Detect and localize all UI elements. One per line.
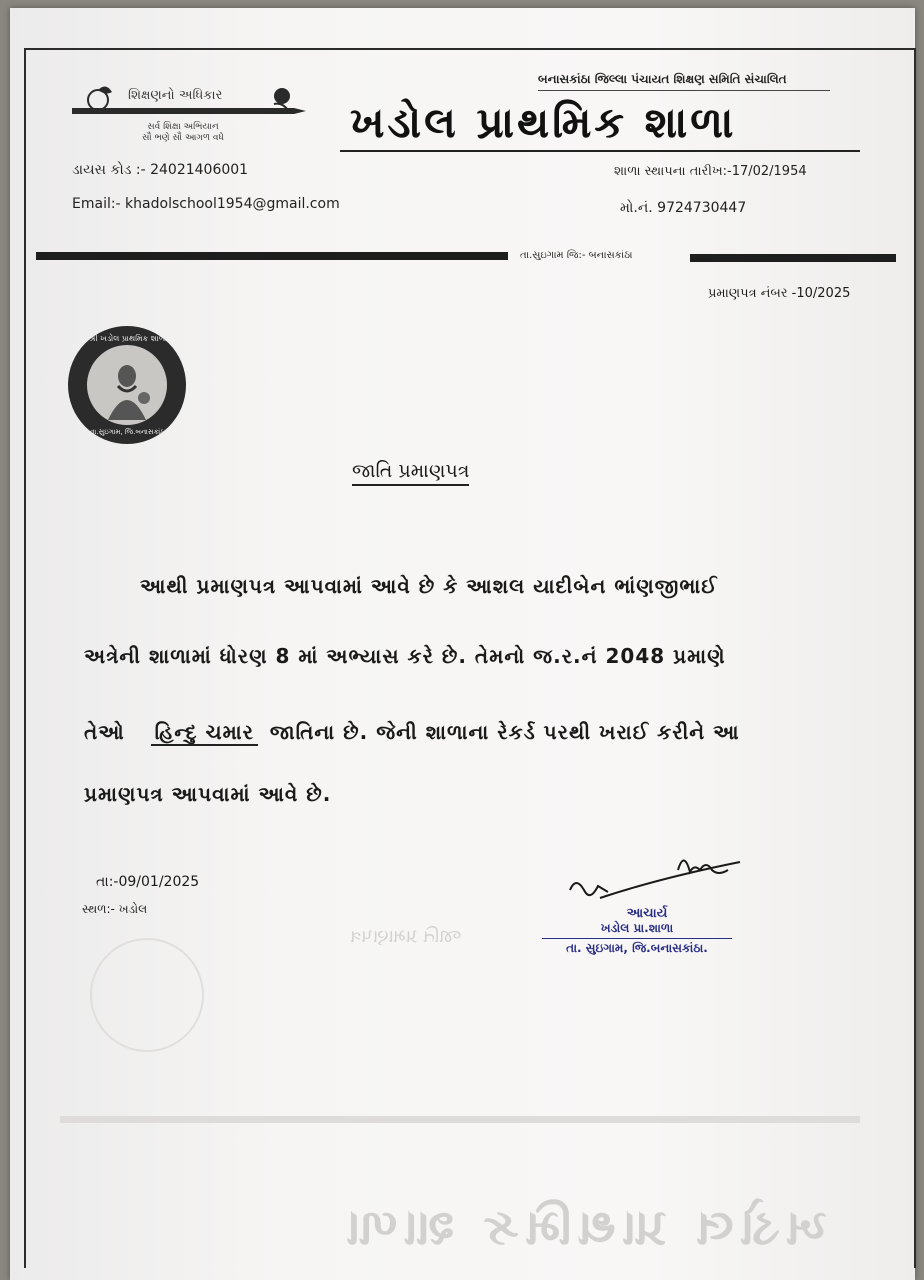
header-band-right — [690, 254, 896, 262]
bleed-through-title: ખડોલ પ્રાથમિક શાળા — [340, 1198, 827, 1256]
school-logo — [68, 82, 308, 152]
dise-code: ડાયસ કોડ :- 24021406001 — [72, 162, 249, 178]
certificate-number: પ્રમાણપત્ર નંબર -10/2025 — [708, 286, 851, 301]
address-band: તા.સુઇગામ જિ:- બનાસકાંઠા — [520, 250, 633, 261]
principal-stamp — [542, 906, 732, 956]
body-line-2: અત્રેની શાળામાં ધોરણ 8 માં અભ્યાસ કરે છે. તેમનો જ.ર.નં 2048 પ્રમાણે — [84, 644, 726, 668]
faint-seal-bleed — [90, 938, 204, 1052]
stamp-address: તા. સુઇગામ, જિ.બનાસકાંઠા. — [542, 938, 732, 956]
organization-underline — [538, 90, 830, 91]
issue-place: સ્થળ:- ખડોલ — [82, 902, 148, 916]
body-line-1: આથી પ્રમાણપત્ર આપવામાં આવે છે કે આશલ યાદીબેન ભાંણજીભાઈ — [140, 574, 718, 598]
seal-top-text: શ્રી ખડોલ પ્રાથમિક શાળા — [88, 334, 168, 343]
bleed-through-cert-title: જાતિ પ્રમાણપત્ર — [350, 926, 462, 947]
stamp-school: ખડોલ પ્રા.શાળા — [600, 921, 674, 935]
body-line-3-end: જાતિના છે. જેની શાળાના રેકર્ડ પરથી ખરાઈ કરીને આ — [269, 720, 740, 744]
stamp-role: આચાર્ય — [626, 906, 668, 921]
established-date: શાળા સ્થાપના તારીખ:-17/02/1954 — [614, 164, 807, 179]
logo-slogan-1: સર્વ શિક્ષા અભિયાન — [147, 122, 219, 132]
school-name-underline — [340, 150, 860, 152]
body-line-4: પ્રમાણપત્ર આપવામાં આવે છે. — [84, 782, 332, 806]
email: Email:- khadolschool1954@gmail.com — [72, 196, 340, 212]
mobile-number: મો.નં. 9724730447 — [620, 200, 747, 216]
school-name: ખડોલ પ્રાથમિક શાળા — [350, 98, 737, 147]
seal-bottom-text: તા.સુઇગામ, જિ.બનાસકાંઠા — [89, 428, 167, 436]
header-band-left — [36, 252, 508, 260]
school-seal — [66, 324, 188, 446]
logo-slogan-2: સૌ ભણે સૌ આગળ વધે — [142, 133, 224, 143]
body-line-3 — [84, 720, 740, 746]
organization-text: બનાસકાંઠા જિલ્લા પંચાયત શિક્ષણ સમિતિ સંચાલિત — [538, 72, 787, 86]
certificate-title: જાતિ પ્રમાણપત્ર — [352, 460, 469, 486]
logo-title: શિક્ષણનો અધિકાર — [128, 88, 223, 103]
issue-date: તા:-09/01/2025 — [96, 874, 200, 890]
body-line-3-start: તેઓ — [84, 720, 125, 744]
bleed-through-bar — [60, 1116, 860, 1123]
certificate-paper — [10, 8, 915, 1280]
caste-filled-value: હિન્દુ ચમાર — [151, 720, 258, 746]
